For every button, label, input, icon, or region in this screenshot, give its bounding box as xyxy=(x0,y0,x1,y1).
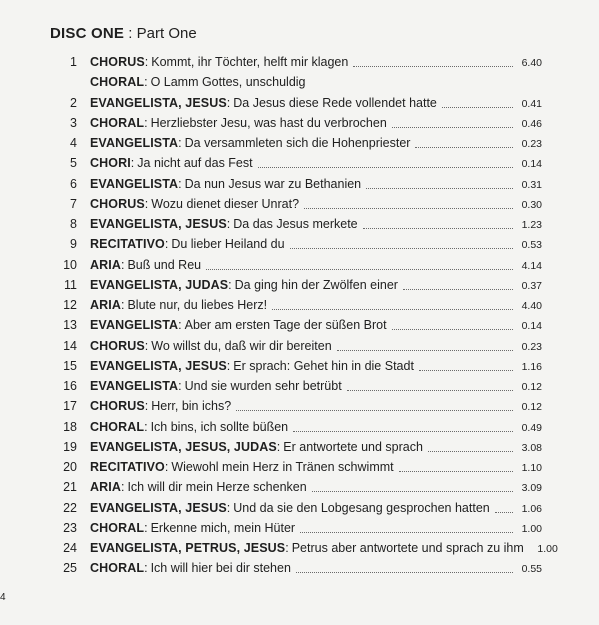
track-number: 12 xyxy=(63,298,77,312)
track-performers: ARIA xyxy=(90,257,121,272)
label-colon: : xyxy=(226,358,231,373)
dot-leader xyxy=(442,106,513,108)
dot-leader xyxy=(290,247,513,249)
track-performers: CHORAL xyxy=(90,561,145,576)
dot-leader xyxy=(304,207,513,209)
track-title: Er sprach: Gehet hin in die Stadt xyxy=(233,358,414,373)
track-performers: CHORAL xyxy=(90,419,145,434)
track-duration: 0.49 xyxy=(521,421,542,434)
track-performers: EVANGELISTA xyxy=(90,379,179,393)
label-colon: : xyxy=(226,217,231,231)
track-title: Blute nur, du liebes Herz! xyxy=(127,298,268,312)
track-number: 11 xyxy=(64,277,77,292)
track-performers: CHORAL xyxy=(90,115,145,130)
track-list xyxy=(50,52,558,579)
track-duration: 1.16 xyxy=(521,360,542,373)
track-title: Und da sie den Lobgesang gesprochen hatten xyxy=(233,500,490,515)
track-performers: EVANGELISTA, JUDAS xyxy=(90,277,229,292)
track-title: Er antwortete und sprach xyxy=(283,439,423,454)
track-duration: 0.23 xyxy=(521,340,542,353)
track-title: Ich bins, ich sollte büßen xyxy=(150,419,289,434)
track-row xyxy=(50,194,542,214)
track-duration: 0.23 xyxy=(521,138,542,150)
track-duration: 1.10 xyxy=(521,462,542,474)
track-duration: 0.37 xyxy=(521,279,542,292)
track-performers: EVANGELISTA, JESUS xyxy=(90,358,227,373)
track-number: 20 xyxy=(63,460,77,474)
track-number: 21 xyxy=(63,480,77,495)
dot-leader xyxy=(399,470,513,472)
dot-leader xyxy=(236,409,513,411)
label-colon: : xyxy=(144,419,148,434)
disc-title: DISC ONE xyxy=(50,25,125,42)
track-row xyxy=(50,558,542,578)
track-duration: 1.00 xyxy=(537,543,558,555)
label-colon: : xyxy=(164,237,169,252)
track-title: Wozu dienet dieser Unrat? xyxy=(151,196,300,211)
label-colon: : xyxy=(144,399,149,414)
track-number: 13 xyxy=(63,318,77,333)
track-row xyxy=(50,295,542,315)
track-row xyxy=(50,498,542,518)
label-colon: : xyxy=(276,439,281,454)
track-performers: EVANGELISTA, JESUS xyxy=(90,500,227,515)
track-title: Du lieber Heiland du xyxy=(171,237,285,252)
track-title: Herzliebster Jesu, was hast du verbrochen xyxy=(150,115,387,130)
track-row xyxy=(50,255,542,275)
label-colon: : xyxy=(144,520,148,535)
track-title: Da ging hin der Zwölfen einer xyxy=(234,277,398,292)
label-colon: : xyxy=(178,176,182,191)
part-title: Part One xyxy=(136,25,197,42)
dot-leader xyxy=(363,227,513,229)
track-title: Wiewohl mein Herz in Tränen schwimmt xyxy=(171,460,394,474)
track-title: Und sie wurden sehr betrübt xyxy=(184,379,342,393)
dot-leader xyxy=(258,166,513,168)
track-duration: 0.46 xyxy=(521,117,542,130)
track-number: 2 xyxy=(70,95,77,110)
dot-leader xyxy=(296,571,513,573)
track-performers: CHORUS xyxy=(90,399,145,414)
track-row xyxy=(50,336,542,356)
label-colon: : xyxy=(226,95,231,110)
track-duration: 0.30 xyxy=(521,198,542,211)
track-row xyxy=(50,457,542,477)
dot-leader xyxy=(337,349,513,351)
track-duration: 0.12 xyxy=(521,381,542,393)
track-row xyxy=(50,437,542,457)
page-number: 4 xyxy=(0,592,6,603)
label-colon: : xyxy=(226,500,231,515)
label-colon: : xyxy=(178,136,182,150)
track-title: Da Jesus diese Rede vollendet hatte xyxy=(233,95,437,110)
track-performers: EVANGELISTA, JESUS, JUDAS xyxy=(90,439,277,454)
track-number: 14 xyxy=(63,338,77,353)
heading-separator: : xyxy=(124,25,137,42)
track-row xyxy=(50,477,542,497)
track-duration: 6.40 xyxy=(521,57,542,69)
track-number: 25 xyxy=(63,561,77,576)
dot-leader xyxy=(293,430,513,432)
track-number: 17 xyxy=(63,399,77,414)
track-row xyxy=(50,153,542,173)
track-row xyxy=(50,518,542,538)
track-title: Herr, bin ichs? xyxy=(151,399,232,414)
track-performers: ARIA xyxy=(90,298,121,312)
track-performers: ARIA xyxy=(90,480,121,495)
track-duration: 0.12 xyxy=(521,401,542,414)
dot-leader xyxy=(272,308,513,310)
label-colon: : xyxy=(144,561,148,576)
dot-leader xyxy=(206,268,513,270)
track-performers: CHORUS xyxy=(90,55,145,69)
track-number: 22 xyxy=(63,500,77,515)
dot-leader xyxy=(403,288,513,290)
label-colon: : xyxy=(120,480,125,495)
track-duration: 3.09 xyxy=(521,482,542,495)
track-performers: CHORAL xyxy=(90,520,145,535)
track-number: 8 xyxy=(70,217,77,231)
track-row xyxy=(50,52,542,72)
track-row xyxy=(50,234,542,254)
track-title: Buß und Reu xyxy=(127,257,202,272)
track-row xyxy=(50,417,542,437)
track-row xyxy=(50,315,542,335)
track-performers: CHORAL xyxy=(90,75,145,90)
dot-leader xyxy=(312,490,513,492)
track-title: O Lamm Gottes, unschuldig xyxy=(150,75,306,90)
dot-leader xyxy=(392,126,513,128)
label-colon: : xyxy=(120,298,125,312)
track-performers: CHORI xyxy=(90,156,131,171)
disc-heading xyxy=(50,24,197,44)
track-title: Kommt, ihr Töchter, helft mir klagen xyxy=(151,55,349,69)
label-colon: : xyxy=(144,338,149,353)
track-title: Da nun Jesus war zu Bethanien xyxy=(184,176,362,191)
track-row xyxy=(50,214,542,234)
track-performers: CHORUS xyxy=(90,196,145,211)
dot-leader xyxy=(353,65,513,67)
track-row xyxy=(50,275,542,295)
track-title: Erkenne mich, mein Hüter xyxy=(150,520,296,535)
track-number: 6 xyxy=(70,176,77,191)
label-colon: : xyxy=(178,318,182,333)
dot-leader xyxy=(419,369,513,371)
track-performers: EVANGELISTA, JESUS xyxy=(90,95,227,110)
track-performers: EVANGELISTA xyxy=(90,176,179,191)
track-number: 23 xyxy=(63,520,77,535)
track-duration: 0.31 xyxy=(521,178,542,191)
track-duration: 1.06 xyxy=(521,502,542,515)
label-colon: : xyxy=(144,196,149,211)
dot-leader xyxy=(347,389,513,391)
track-number: 10 xyxy=(63,257,77,272)
track-title: Da versammleten sich die Hohenpriester xyxy=(184,136,411,150)
track-duration: 0.14 xyxy=(521,158,542,171)
track-number: 4 xyxy=(70,136,77,150)
track-number: 5 xyxy=(70,156,77,171)
track-number: 3 xyxy=(70,115,77,130)
track-row xyxy=(50,538,558,558)
track-number: 18 xyxy=(63,419,77,434)
track-number: 7 xyxy=(70,196,77,211)
track-number: 19 xyxy=(63,439,77,454)
label-colon: : xyxy=(144,55,149,69)
track-title: Wo willst du, daß wir dir bereiten xyxy=(151,338,332,353)
label-colon: : xyxy=(144,75,148,90)
track-performers: CHORUS xyxy=(90,338,145,353)
track-title: Ja nicht auf das Fest xyxy=(137,156,253,171)
track-title: Ich will dir mein Herze schenken xyxy=(127,480,307,495)
track-duration: 0.41 xyxy=(521,97,542,110)
track-duration: 1.23 xyxy=(521,219,542,231)
track-performers: EVANGELISTA xyxy=(90,136,179,150)
label-colon: : xyxy=(228,277,232,292)
track-number: 24 xyxy=(63,541,77,555)
track-duration: 0.55 xyxy=(521,563,542,576)
track-performers: EVANGELISTA, JESUS xyxy=(90,217,227,231)
track-number: 16 xyxy=(63,379,77,393)
track-row xyxy=(50,356,542,376)
track-title: Aber am ersten Tage der süßen Brot xyxy=(184,318,387,333)
track-duration: 3.08 xyxy=(521,441,542,454)
label-colon: : xyxy=(178,379,182,393)
track-duration: 0.53 xyxy=(521,239,542,252)
dot-leader xyxy=(415,146,513,148)
dot-leader xyxy=(392,328,513,330)
track-row xyxy=(50,174,542,194)
track-row xyxy=(50,72,542,92)
track-row xyxy=(50,396,542,416)
track-performers: EVANGELISTA, PETRUS, JESUS xyxy=(90,541,286,555)
track-title: Ich will hier bei dir stehen xyxy=(150,561,291,576)
dot-leader xyxy=(366,187,513,189)
dot-leader xyxy=(300,531,513,533)
track-duration: 0.14 xyxy=(521,320,542,333)
track-number: 9 xyxy=(70,237,77,252)
label-colon: : xyxy=(144,115,148,130)
track-row xyxy=(50,113,542,133)
track-title: Petrus aber antwortete und sprach zu ihm xyxy=(291,541,524,555)
track-performers: RECITATIVO xyxy=(90,237,165,252)
track-number: 15 xyxy=(63,358,77,373)
dot-leader xyxy=(428,450,513,452)
track-performers: RECITATIVO xyxy=(90,460,165,474)
track-row xyxy=(50,133,542,153)
dot-leader xyxy=(495,511,513,513)
track-performers: EVANGELISTA xyxy=(90,318,179,333)
label-colon: : xyxy=(130,156,135,171)
label-colon: : xyxy=(285,541,289,555)
label-colon: : xyxy=(120,257,125,272)
track-duration: 4.40 xyxy=(521,300,542,312)
track-duration: 1.00 xyxy=(521,522,542,535)
track-row xyxy=(50,93,542,113)
track-row xyxy=(50,376,542,396)
label-colon: : xyxy=(164,460,169,474)
track-title: Da das Jesus merkete xyxy=(233,217,358,231)
track-number: 1 xyxy=(70,55,77,69)
track-duration: 4.14 xyxy=(521,259,542,272)
